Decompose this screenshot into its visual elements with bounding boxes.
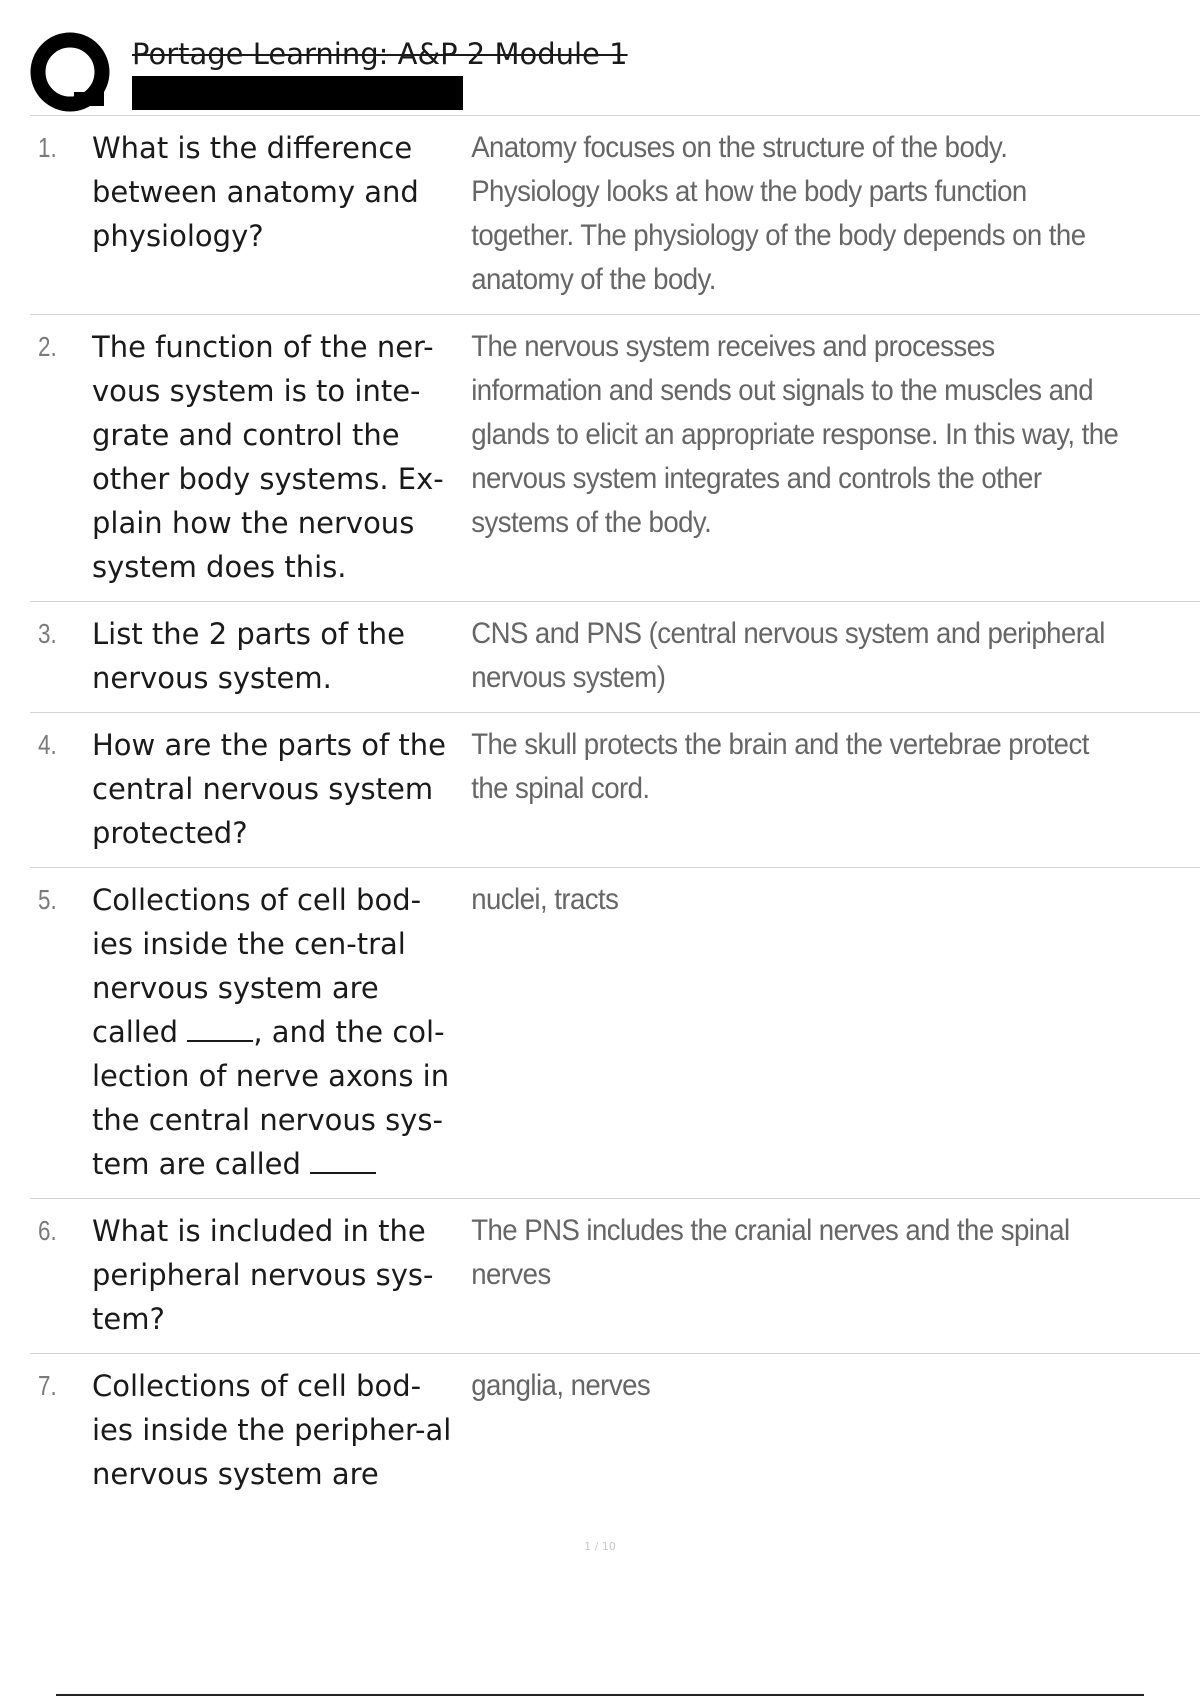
qa-list: [30, 115, 1200, 1508]
answer-text: nuclei, tracts: [471, 883, 619, 916]
answer-text: The PNS includes the cranial nerves and the spinal nerves: [471, 1214, 1070, 1291]
question-text: What is the difference between anatomy and physiology?: [92, 131, 419, 253]
question-number: 6.: [38, 1215, 57, 1246]
question-text: What is included in the peripheral nervous sys-tem?: [92, 1214, 434, 1336]
answer-text: ganglia, nerves: [471, 1369, 651, 1402]
qa-row-3: [30, 601, 1200, 712]
redaction-bar: [132, 76, 463, 110]
qa-row-2: [30, 314, 1200, 601]
question-text: How are the parts of the central nervous system protected?: [92, 728, 446, 850]
answer-text: The skull protects the brain and the vertebrae protect the spinal cord.: [471, 728, 1089, 805]
qa-row-7: [30, 1353, 1200, 1508]
answer-text: The nervous system receives and processes information and sends out signals to the muscles and glands to elicit an appropriate response. In this way, the nervous system integrates and controls the other systems of the body.: [471, 330, 1119, 539]
qa-row-6: [30, 1198, 1200, 1353]
qa-row-1: [30, 115, 1200, 314]
qa-row-5: [30, 867, 1200, 1198]
question-number: 3.: [38, 618, 57, 649]
question-text: List the 2 parts of the nervous system.: [92, 617, 405, 695]
page-number: 1 / 10: [584, 1540, 616, 1553]
question-number: 2.: [38, 331, 57, 362]
question-number: 1.: [38, 132, 57, 163]
document-title: Portage Learning: A&P 2 Module 1: [132, 37, 628, 71]
question-number: 5.: [38, 884, 57, 915]
fill-in-blank: [310, 1150, 376, 1174]
question-text-part1: Collections of cell bod-ies inside the cen-tral nervous system are called: [92, 883, 422, 1049]
qa-row-4: [30, 712, 1200, 867]
document-header: [30, 28, 1200, 118]
question-text: Collections of cell bod-ies inside the peripher-al nervous system are: [92, 1369, 452, 1491]
footer-divider: [56, 1694, 1144, 1696]
question-number: 7.: [38, 1370, 57, 1401]
question-text: The function of the ner-vous system is to inte-grate and control the other body systems. Ex-plain how the nervous system does this.: [92, 330, 444, 584]
answer-text: CNS and PNS (central nervous system and peripheral nervous system): [471, 617, 1105, 694]
question-text: [92, 878, 462, 1186]
answer-text: Anatomy focuses on the structure of the body. Physiology looks at how the body parts function together. The physiology of the body depends on the anatomy of the body.: [471, 131, 1086, 296]
q-logo-icon: [30, 32, 112, 114]
question-number: 4.: [38, 729, 57, 760]
question-text-part2: , and the col-lection of nerve axons in the central nervous sys-tem are called: [92, 1015, 450, 1181]
fill-in-blank: [187, 1018, 253, 1042]
